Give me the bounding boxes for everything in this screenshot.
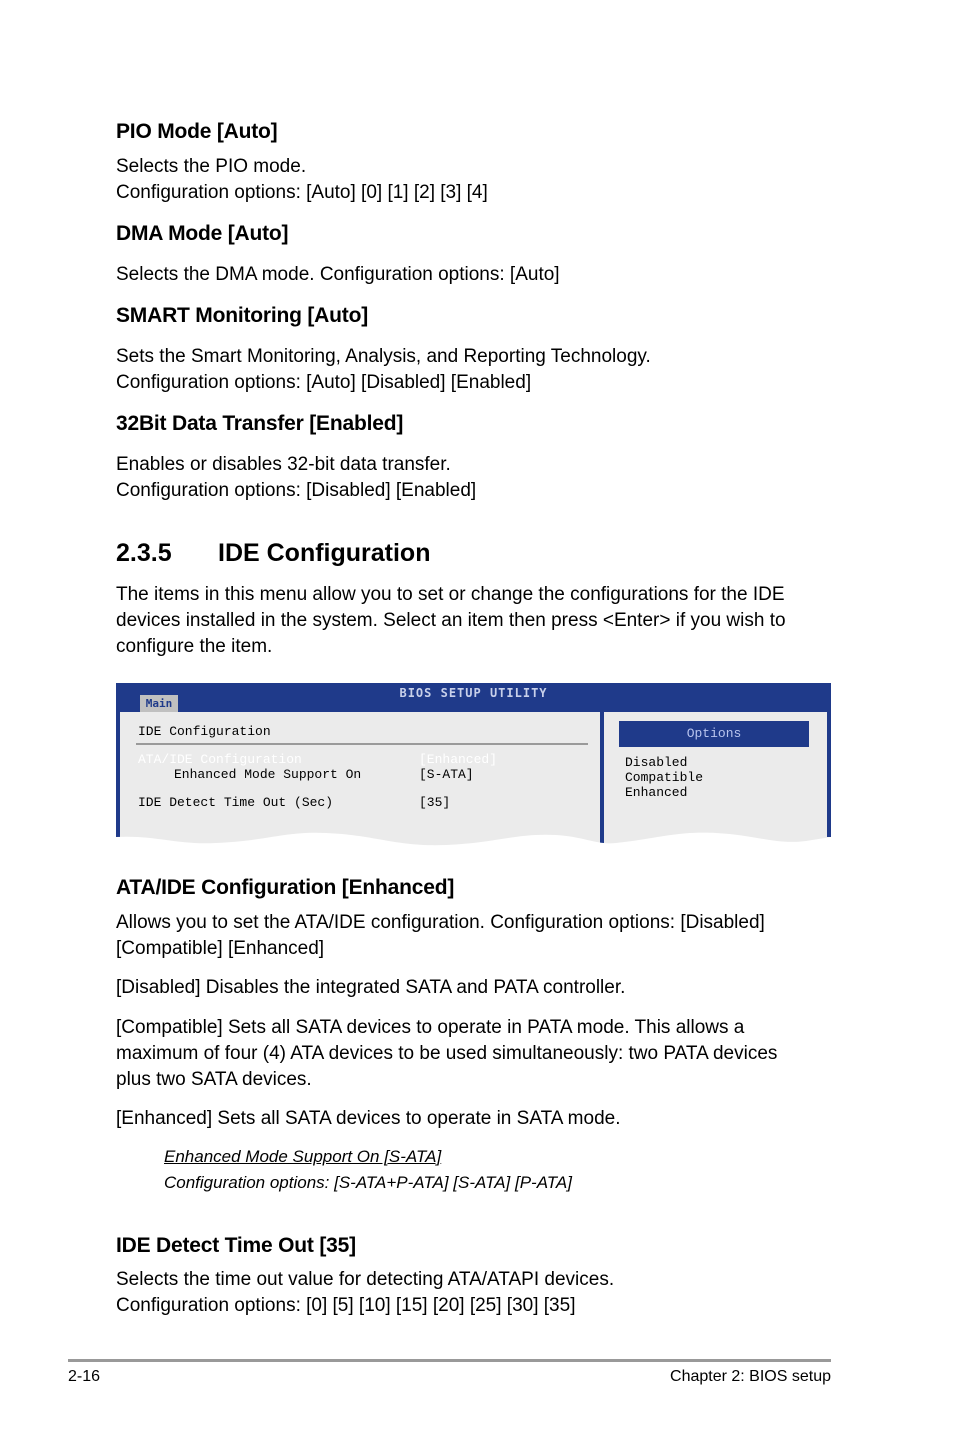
pio-mode-options: Configuration options: [Auto] [0] [1] [2] [3] [4] xyxy=(116,182,488,203)
ata-ide-disabled: [Disabled] Disables the integrated SATA and PATA controller. xyxy=(116,977,626,998)
bios-frame-right xyxy=(827,712,831,837)
bios-panel-title: IDE Configuration xyxy=(138,724,271,739)
enhanced-mode-options: Configuration options: [S-ATA+P-ATA] [S-ATA] [P-ATA] xyxy=(164,1173,572,1192)
ide-config-intro-1: The items in this menu allow you to set or change the configurations for the IDE xyxy=(116,584,785,605)
bios-item-ata-ide-label[interactable]: ATA/IDE Configuration xyxy=(138,752,302,767)
bios-item-detect-timeout-value[interactable]: [35] xyxy=(419,795,451,810)
page-number: 2-16 xyxy=(68,1368,101,1385)
enhanced-mode-subheading xyxy=(164,1144,441,1170)
data-transfer-desc: Enables or disables 32-bit data transfer. xyxy=(116,454,451,475)
smart-monitoring-heading: SMART Monitoring [Auto] xyxy=(116,304,368,327)
pio-mode-desc: Selects the PIO mode. xyxy=(116,156,307,177)
smart-monitoring-desc: Sets the Smart Monitoring, Analysis, and Reporting Technology. xyxy=(116,346,651,367)
ata-ide-desc-2: [Compatible] [Enhanced] xyxy=(116,938,325,959)
detect-timeout-options: Configuration options: [0] [5] [10] [15] [20] [25] [30] [35] xyxy=(116,1295,576,1316)
bios-option-disabled[interactable]: Disabled xyxy=(625,755,688,770)
data-transfer-heading: 32Bit Data Transfer [Enabled] xyxy=(116,412,404,435)
detect-timeout-heading: IDE Detect Time Out [35] xyxy=(116,1234,356,1257)
bios-tab-main[interactable]: Main xyxy=(140,695,178,712)
bios-item-enhanced-mode-value[interactable]: [S-ATA] xyxy=(419,767,474,782)
ata-ide-compatible-3: plus two SATA devices. xyxy=(116,1069,312,1090)
enhanced-mode-subheading-text: Enhanced Mode Support On [S-ATA] xyxy=(164,1147,442,1166)
detect-timeout-desc: Selects the time out value for detecting ATA/ATAPI devices. xyxy=(116,1269,615,1290)
bios-item-ata-ide-value[interactable]: [Enhanced] xyxy=(419,752,498,767)
section-number: 2.3.5 xyxy=(116,539,172,567)
ata-ide-compatible-1: [Compatible] Sets all SATA devices to operate in PATA mode. This allows a xyxy=(116,1017,745,1038)
data-transfer-options: Configuration options: [Disabled] [Enabled] xyxy=(116,480,477,501)
ide-config-intro-3: configure the item. xyxy=(116,636,273,657)
ata-ide-compatible-2: maximum of four (4) ATA devices to be used simultaneously: two PATA devices xyxy=(116,1043,778,1064)
bios-item-detect-timeout-label[interactable]: IDE Detect Time Out (Sec) xyxy=(138,795,334,810)
ata-ide-heading: ATA/IDE Configuration [Enhanced] xyxy=(116,876,455,899)
ata-ide-desc-1: Allows you to set the ATA/IDE configuration. Configuration options: [Disabled] xyxy=(116,912,765,933)
bios-options-header: Options xyxy=(619,721,809,747)
pio-mode-heading: PIO Mode [Auto] xyxy=(116,120,278,143)
bios-separator xyxy=(136,743,588,745)
section-title: IDE Configuration xyxy=(218,539,431,567)
bios-frame-left xyxy=(116,712,120,837)
footer-rule xyxy=(68,1359,831,1362)
smart-monitoring-options: Configuration options: [Auto] [Disabled] [Enabled] xyxy=(116,372,532,393)
torn-edge xyxy=(116,823,831,865)
bios-option-compatible[interactable]: Compatible xyxy=(625,770,704,785)
bios-option-enhanced[interactable]: Enhanced xyxy=(625,785,688,800)
chapter-label: Chapter 2: BIOS setup xyxy=(670,1368,831,1385)
bios-window-title: BIOS SETUP UTILITY xyxy=(399,686,548,700)
bios-item-enhanced-mode-label[interactable]: Enhanced Mode Support On xyxy=(174,767,362,782)
ata-ide-enhanced: [Enhanced] Sets all SATA devices to operate in SATA mode. xyxy=(116,1108,621,1129)
ide-config-intro-2: devices installed in the system. Select an item then press <Enter> if you wish to xyxy=(116,610,786,631)
dma-mode-heading: DMA Mode [Auto] xyxy=(116,222,289,245)
dma-mode-desc: Selects the DMA mode. Configuration options: [Auto] xyxy=(116,264,560,285)
bios-screenshot xyxy=(116,683,831,865)
